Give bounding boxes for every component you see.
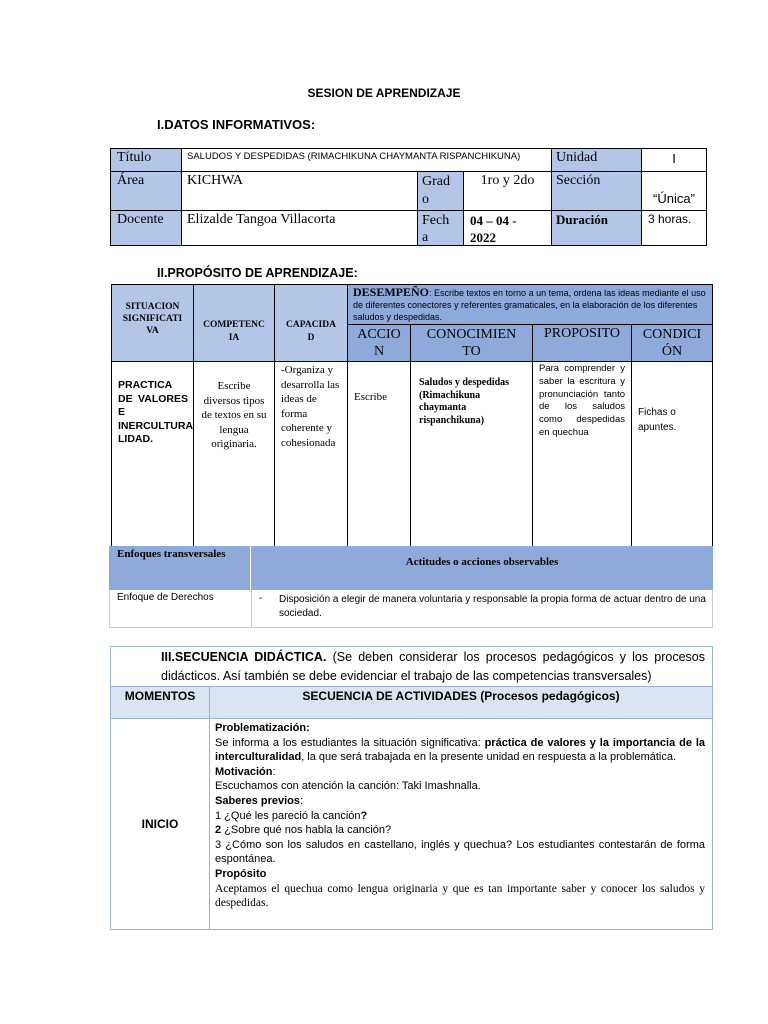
problematizacion-text-b: práctica de valores y la importancia de la interculturalidad xyxy=(215,736,705,764)
fecha-label xyxy=(417,210,464,246)
seccion-label: Sección xyxy=(551,171,642,211)
header-competencia-line2: IA xyxy=(228,333,240,343)
question-1-mark: ? xyxy=(360,809,368,822)
saberes-label xyxy=(215,794,705,809)
header-condicion-line1: CONDICI xyxy=(642,327,702,342)
problematizacion-text-a: Se informa a los estudiantes la situación significativa: xyxy=(215,736,485,749)
grado-value: 1ro y 2do xyxy=(463,171,552,211)
question-3: 3 ¿Cómo son los saludos en castellano, inglés y quechua? Los estudiantes contestarán de forma espontánea. xyxy=(215,838,705,866)
desempeno-text: : Escribe textos en torno a un tema, ordena las ideas mediante el uso de diferentes conectores y referentes gramaticales, en la elaboración de los diferentes saludos y despedidas. xyxy=(353,288,706,322)
capacidad-cell: -Organiza y desarrolla las ideas de forma coherente y cohesionada xyxy=(274,361,348,548)
unidad-value: I xyxy=(641,148,707,172)
header-capacidad-line1: CAPACIDA xyxy=(286,320,336,330)
header-conocimiento xyxy=(410,324,533,362)
question-1 xyxy=(215,809,705,824)
saberes-colon: : xyxy=(300,794,304,807)
motivacion-label-text: Motivación xyxy=(215,765,273,778)
momento-inicio: INICIO xyxy=(110,718,210,930)
competencia-cell: Escribe diversos tipos de textos en su lengua originaria. xyxy=(193,361,275,548)
question-1-text: 1 ¿Qué les pareció la canción xyxy=(215,809,361,822)
proposito-cell: Para comprender y saber la escritura y pronunciación tanto de los saludos como despedidas en quechua xyxy=(532,361,632,548)
header-situacion-line1: SITUACION xyxy=(125,302,180,312)
header-momentos: MOMENTOS xyxy=(110,686,210,719)
problematizacion-text xyxy=(215,736,705,765)
header-accion-line1: ACCIO xyxy=(357,327,401,342)
header-situacion-line2: SIGNIFICATI xyxy=(122,314,183,324)
fecha-value-line2: 2022 xyxy=(470,230,496,245)
fecha-value-line1: 04 – 04 - xyxy=(470,213,517,228)
document-title: SESION DE APRENDIZAJE xyxy=(307,86,461,100)
header-condicion-line2: ÓN xyxy=(661,344,683,359)
docente-label: Docente xyxy=(110,210,182,246)
area-label: Área xyxy=(110,171,182,211)
situacion-cell: PRACTICA DE VALORES E INERCULTURA LIDAD. xyxy=(111,361,194,548)
unidad-label: Unidad xyxy=(551,148,642,172)
header-proposito: PROPOSITO xyxy=(532,324,632,362)
enfoque-cell: Enfoque de Derechos xyxy=(117,592,214,603)
problematizacion-text-c: , la que será trabajada en la presente unidad en respuesta a la problemática. xyxy=(301,751,677,764)
section-proposito-heading: II.PROPÓSITO DE APRENDIZAJE: xyxy=(157,266,358,280)
inicio-activities xyxy=(215,721,705,910)
section-datos-heading: I.DATOS INFORMATIVOS: xyxy=(157,117,316,132)
header-secuencia: SECUENCIA DE ACTIVIDADES (Procesos pedagógicos) xyxy=(209,686,713,719)
header-accion xyxy=(347,324,411,362)
titulo-label: Título xyxy=(110,148,182,172)
header-situacion xyxy=(111,284,194,362)
grado-label xyxy=(417,171,464,211)
titulo-value: SALUDOS Y DESPEDIDAS (RIMACHIKUNA CHAYMANTA RISPANCHIKUNA) xyxy=(181,148,552,172)
motivacion-text: Escuchamos con atención la canción: Taki Imashnalla. xyxy=(215,780,481,793)
secuencia-title xyxy=(161,648,705,686)
header-actitudes: Actitudes o acciones observables xyxy=(251,546,713,590)
header-accion-line2: N xyxy=(373,344,385,359)
proposito-text: Aceptamos el quechua como lengua originaria y que es tan importante saber y conocer los saludos y despedidas. xyxy=(215,882,705,909)
desempeno-label: DESEMPEÑO xyxy=(353,285,430,299)
header-capacidad-line2: D xyxy=(307,333,315,343)
question-2 xyxy=(215,823,705,838)
secuencia-title-bold: III.SECUENCIA DIDÁCTICA. xyxy=(161,650,327,664)
header-enfoques: Enfoques transversales xyxy=(109,546,251,590)
actitud-cell: Disposición a elegir de manera voluntaria y responsable la propia forma de actuar dentro de una sociedad. xyxy=(279,594,706,619)
question-2-number: 2 xyxy=(215,824,225,837)
duracion-value: 3 horas. xyxy=(641,210,707,246)
fecha-value xyxy=(463,210,552,246)
conocimiento-cell: Saludos y despedidas (Rimachikuna chaymanta rispanchikuna) xyxy=(410,361,533,548)
secuencia-title-rest: (Se deben considerar los procesos pedagógicos y los procesos didácticos. Así también se debe evidenciar el trabajo de las competencias transversales) xyxy=(161,650,705,683)
grado-label-line1: Grad xyxy=(422,174,450,189)
seccion-value: “Única” xyxy=(641,171,707,211)
enfoques-divider xyxy=(251,590,252,628)
header-competencia xyxy=(193,284,275,362)
motivacion-colon: : xyxy=(272,765,276,778)
actitud-bullet: - xyxy=(259,593,263,604)
condicion-cell: Fichas o apuntes. xyxy=(631,361,713,548)
fecha-label-line2: a xyxy=(422,230,429,245)
fecha-label-line1: Fech xyxy=(422,213,450,228)
motivacion-label xyxy=(215,765,705,780)
question-2-text: ¿Sobre qué nos habla la canción? xyxy=(224,824,392,837)
desempeno-cell xyxy=(347,284,713,325)
proposito-label: Propósito xyxy=(215,867,267,880)
header-situacion-line3: VA xyxy=(146,326,159,336)
area-value: KICHWA xyxy=(181,171,418,211)
duracion-label: Duración xyxy=(551,210,642,246)
saberes-label-text: Saberes previos xyxy=(215,794,300,807)
problematizacion-label: Problematización: xyxy=(215,722,310,734)
header-capacidad xyxy=(274,284,348,362)
grado-label-line2: o xyxy=(422,192,429,207)
header-conocimiento-line2: TO xyxy=(462,344,481,359)
accion-cell: Escribe xyxy=(347,361,411,548)
docente-value: Elizalde Tangoa Villacorta xyxy=(181,210,418,246)
header-conocimiento-line1: CONOCIMIEN xyxy=(426,327,517,342)
header-condicion xyxy=(631,324,713,362)
header-competencia-line1: COMPETENC xyxy=(203,320,265,330)
